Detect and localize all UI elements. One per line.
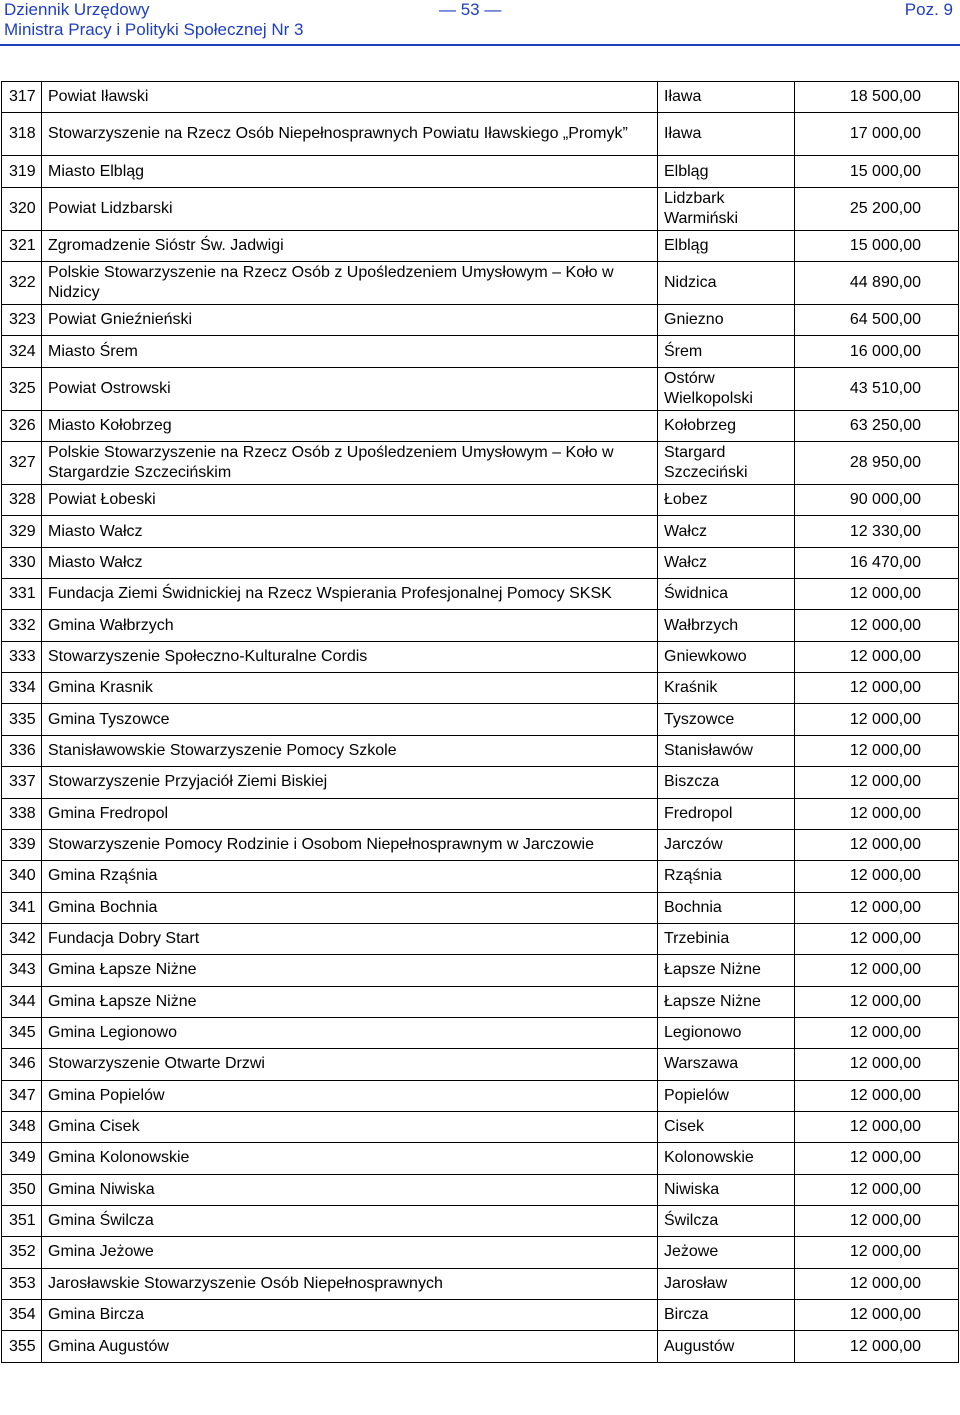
beneficiary-name: Miasto Elbląg	[42, 156, 658, 187]
beneficiary-name: Polskie Stowarzyszenie na Rzecz Osób z Upośledzeniem Umysłowym – Koło w Stargardzie Szczecińskim	[42, 442, 658, 485]
table-row	[2, 485, 959, 516]
beneficiary-name: Polskie Stowarzyszenie na Rzecz Osób z Upośledzeniem Umysłowym – Koło w Nidzicy	[42, 262, 658, 305]
grant-amount: 64 500,00	[795, 305, 959, 336]
row-number: 333	[2, 641, 42, 672]
location: Bircza	[658, 1300, 795, 1331]
header-rule	[0, 44, 960, 46]
grant-amount: 12 000,00	[795, 1143, 959, 1174]
row-number: 337	[2, 767, 42, 798]
row-number: 317	[2, 82, 42, 113]
row-number: 321	[2, 230, 42, 261]
beneficiary-name: Gmina Rząśnia	[42, 861, 658, 892]
grants-table	[1, 81, 959, 1363]
location: Łobez	[658, 485, 795, 516]
location: Rząśnia	[658, 861, 795, 892]
table-row	[2, 1143, 959, 1174]
grant-amount: 18 500,00	[795, 82, 959, 113]
beneficiary-name: Stowarzyszenie na Rzecz Osób Niepełnosprawnych Powiatu Iławskiego „Promyk”	[42, 113, 658, 156]
table-row	[2, 1174, 959, 1205]
table-row	[2, 1205, 959, 1236]
beneficiary-name: Gmina Bochnia	[42, 892, 658, 923]
grant-amount: 12 000,00	[795, 704, 959, 735]
beneficiary-name: Fundacja Ziemi Świdnickiej na Rzecz Wspierania Profesjonalnej Pomocy SKSK	[42, 579, 658, 610]
table-row	[2, 156, 959, 187]
row-number: 351	[2, 1205, 42, 1236]
table-row	[2, 704, 959, 735]
beneficiary-name: Zgromadzenie Sióstr Św. Jadwigi	[42, 230, 658, 261]
location: Gniezno	[658, 305, 795, 336]
table-row	[2, 579, 959, 610]
table-row	[2, 82, 959, 113]
grant-amount: 12 000,00	[795, 1111, 959, 1142]
location: Stanisławów	[658, 735, 795, 766]
table-row	[2, 1049, 959, 1080]
journal-title: Dziennik Urzędowy	[4, 0, 150, 19]
location: Niwiska	[658, 1174, 795, 1205]
location: Iława	[658, 113, 795, 156]
location: Kolonowskie	[658, 1143, 795, 1174]
grant-amount: 12 000,00	[795, 1300, 959, 1331]
grant-amount: 12 000,00	[795, 1331, 959, 1362]
location: Augustów	[658, 1331, 795, 1362]
location: Wałcz	[658, 516, 795, 547]
location: Kołobrzeg	[658, 410, 795, 441]
ministry-title: Ministra Pracy i Polityki Społecznej Nr 3	[4, 20, 304, 39]
row-number: 352	[2, 1237, 42, 1268]
location: Wałcz	[658, 547, 795, 578]
grant-amount: 16 000,00	[795, 336, 959, 367]
beneficiary-name: Stanisławowskie Stowarzyszenie Pomocy Szkole	[42, 735, 658, 766]
row-number: 353	[2, 1268, 42, 1299]
grant-amount: 12 000,00	[795, 610, 959, 641]
table-row	[2, 610, 959, 641]
beneficiary-name: Gmina Popielów	[42, 1080, 658, 1111]
beneficiary-name: Gmina Kolonowskie	[42, 1143, 658, 1174]
table-row	[2, 516, 959, 547]
location: Lidzbark Warmiński	[658, 187, 795, 230]
grant-amount: 12 000,00	[795, 1174, 959, 1205]
location: Kraśnik	[658, 673, 795, 704]
grant-amount: 12 000,00	[795, 1017, 959, 1048]
location: Cisek	[658, 1111, 795, 1142]
grant-amount: 28 950,00	[795, 442, 959, 485]
table-row	[2, 367, 959, 410]
grant-amount: 12 000,00	[795, 955, 959, 986]
table-row	[2, 735, 959, 766]
row-number: 320	[2, 187, 42, 230]
grant-amount: 12 000,00	[795, 1205, 959, 1236]
beneficiary-name: Gmina Niwiska	[42, 1174, 658, 1205]
row-number: 325	[2, 367, 42, 410]
grant-amount: 12 000,00	[795, 673, 959, 704]
row-number: 319	[2, 156, 42, 187]
row-number: 318	[2, 113, 42, 156]
row-number: 329	[2, 516, 42, 547]
grant-amount: 12 000,00	[795, 798, 959, 829]
grant-amount: 12 000,00	[795, 1049, 959, 1080]
table-row	[2, 113, 959, 156]
table-row	[2, 410, 959, 441]
row-number: 328	[2, 485, 42, 516]
grant-amount: 90 000,00	[795, 485, 959, 516]
table-row	[2, 1268, 959, 1299]
table-row	[2, 641, 959, 672]
row-number: 336	[2, 735, 42, 766]
grant-amount: 12 000,00	[795, 735, 959, 766]
grant-amount: 12 000,00	[795, 767, 959, 798]
beneficiary-name: Stowarzyszenie Otwarte Drzwi	[42, 1049, 658, 1080]
table-row	[2, 1331, 959, 1362]
table-row	[2, 673, 959, 704]
table-row	[2, 1237, 959, 1268]
beneficiary-name: Powiat Łobeski	[42, 485, 658, 516]
location: Jeżowe	[658, 1237, 795, 1268]
location: Iława	[658, 82, 795, 113]
beneficiary-name: Gmina Jeżowe	[42, 1237, 658, 1268]
row-number: 339	[2, 829, 42, 860]
location: Jarczów	[658, 829, 795, 860]
beneficiary-name: Gmina Świlcza	[42, 1205, 658, 1236]
grant-amount: 43 510,00	[795, 367, 959, 410]
row-number: 324	[2, 336, 42, 367]
row-number: 322	[2, 262, 42, 305]
table-row	[2, 861, 959, 892]
table-row	[2, 547, 959, 578]
position-number: Poz. 9	[904, 0, 953, 19]
row-number: 335	[2, 704, 42, 735]
beneficiary-name: Stowarzyszenie Przyjaciół Ziemi Biskiej	[42, 767, 658, 798]
beneficiary-name: Gmina Łapsze Niżne	[42, 955, 658, 986]
table-row	[2, 923, 959, 954]
beneficiary-name: Powiat Gnieźnieński	[42, 305, 658, 336]
row-number: 348	[2, 1111, 42, 1142]
beneficiary-name: Gmina Cisek	[42, 1111, 658, 1142]
location: Tyszowce	[658, 704, 795, 735]
row-number: 350	[2, 1174, 42, 1205]
row-number: 330	[2, 547, 42, 578]
grant-amount: 12 000,00	[795, 892, 959, 923]
beneficiary-name: Gmina Krasnik	[42, 673, 658, 704]
location: Trzebinia	[658, 923, 795, 954]
grant-amount: 15 000,00	[795, 156, 959, 187]
table-row	[2, 262, 959, 305]
location: Świlcza	[658, 1205, 795, 1236]
row-number: 344	[2, 986, 42, 1017]
table-row	[2, 798, 959, 829]
grant-amount: 12 000,00	[795, 1237, 959, 1268]
page-number: — 53 —	[439, 0, 502, 19]
table-row	[2, 1017, 959, 1048]
row-number: 323	[2, 305, 42, 336]
row-number: 349	[2, 1143, 42, 1174]
location: Świdnica	[658, 579, 795, 610]
row-number: 343	[2, 955, 42, 986]
beneficiary-name: Stowarzyszenie Społeczno-Kulturalne Cordis	[42, 641, 658, 672]
table-row	[2, 1111, 959, 1142]
beneficiary-name: Miasto Kołobrzeg	[42, 410, 658, 441]
location: Biszcza	[658, 767, 795, 798]
row-number: 342	[2, 923, 42, 954]
location: Nidzica	[658, 262, 795, 305]
beneficiary-name: Gmina Augustów	[42, 1331, 658, 1362]
beneficiary-name: Miasto Śrem	[42, 336, 658, 367]
location: Stargard Szczeciński	[658, 442, 795, 485]
location: Łapsze Niżne	[658, 955, 795, 986]
beneficiary-name: Miasto Wałcz	[42, 516, 658, 547]
beneficiary-name: Gmina Tyszowce	[42, 704, 658, 735]
location: Popielów	[658, 1080, 795, 1111]
row-number: 346	[2, 1049, 42, 1080]
grant-amount: 16 470,00	[795, 547, 959, 578]
row-number: 340	[2, 861, 42, 892]
table-row	[2, 767, 959, 798]
table-row	[2, 187, 959, 230]
grant-amount: 44 890,00	[795, 262, 959, 305]
table-row	[2, 1080, 959, 1111]
table-row	[2, 986, 959, 1017]
row-number: 355	[2, 1331, 42, 1362]
beneficiary-name: Powiat Ostrowski	[42, 367, 658, 410]
row-number: 354	[2, 1300, 42, 1331]
beneficiary-name: Gmina Łapsze Niżne	[42, 986, 658, 1017]
table-row	[2, 892, 959, 923]
grant-amount: 12 330,00	[795, 516, 959, 547]
row-number: 338	[2, 798, 42, 829]
beneficiary-name: Gmina Wałbrzych	[42, 610, 658, 641]
row-number: 326	[2, 410, 42, 441]
location: Wałbrzych	[658, 610, 795, 641]
row-number: 347	[2, 1080, 42, 1111]
row-number: 332	[2, 610, 42, 641]
grant-amount: 12 000,00	[795, 923, 959, 954]
grant-amount: 12 000,00	[795, 986, 959, 1017]
table-row	[2, 230, 959, 261]
row-number: 334	[2, 673, 42, 704]
table-row	[2, 955, 959, 986]
location: Gniewkowo	[658, 641, 795, 672]
location: Warszawa	[658, 1049, 795, 1080]
beneficiary-name: Stowarzyszenie Pomocy Rodzinie i Osobom Niepełnosprawnym w Jarczowie	[42, 829, 658, 860]
row-number: 331	[2, 579, 42, 610]
grant-amount: 17 000,00	[795, 113, 959, 156]
table-row	[2, 336, 959, 367]
table-row	[2, 1300, 959, 1331]
grant-amount: 12 000,00	[795, 829, 959, 860]
location: Elbląg	[658, 230, 795, 261]
row-number: 341	[2, 892, 42, 923]
location: Fredropol	[658, 798, 795, 829]
beneficiary-name: Jarosławskie Stowarzyszenie Osób Niepełnosprawnych	[42, 1268, 658, 1299]
row-number: 327	[2, 442, 42, 485]
location: Elbląg	[658, 156, 795, 187]
location: Łapsze Niżne	[658, 986, 795, 1017]
location: Legionowo	[658, 1017, 795, 1048]
beneficiary-name: Powiat Iławski	[42, 82, 658, 113]
location: Jarosław	[658, 1268, 795, 1299]
beneficiary-name: Gmina Legionowo	[42, 1017, 658, 1048]
location: Ostórw Wielkopolski	[658, 367, 795, 410]
beneficiary-name: Powiat Lidzbarski	[42, 187, 658, 230]
table-row	[2, 829, 959, 860]
table-body	[2, 82, 959, 1363]
row-number: 345	[2, 1017, 42, 1048]
grant-amount: 12 000,00	[795, 861, 959, 892]
location: Śrem	[658, 336, 795, 367]
grant-amount: 63 250,00	[795, 410, 959, 441]
beneficiary-name: Miasto Wałcz	[42, 547, 658, 578]
grant-amount: 12 000,00	[795, 641, 959, 672]
grant-amount: 25 200,00	[795, 187, 959, 230]
beneficiary-name: Gmina Fredropol	[42, 798, 658, 829]
table-row	[2, 442, 959, 485]
grant-amount: 15 000,00	[795, 230, 959, 261]
grant-amount: 12 000,00	[795, 1080, 959, 1111]
location: Bochnia	[658, 892, 795, 923]
beneficiary-name: Fundacja Dobry Start	[42, 923, 658, 954]
grant-amount: 12 000,00	[795, 579, 959, 610]
grant-amount: 12 000,00	[795, 1268, 959, 1299]
beneficiary-name: Gmina Bircza	[42, 1300, 658, 1331]
table-row	[2, 305, 959, 336]
